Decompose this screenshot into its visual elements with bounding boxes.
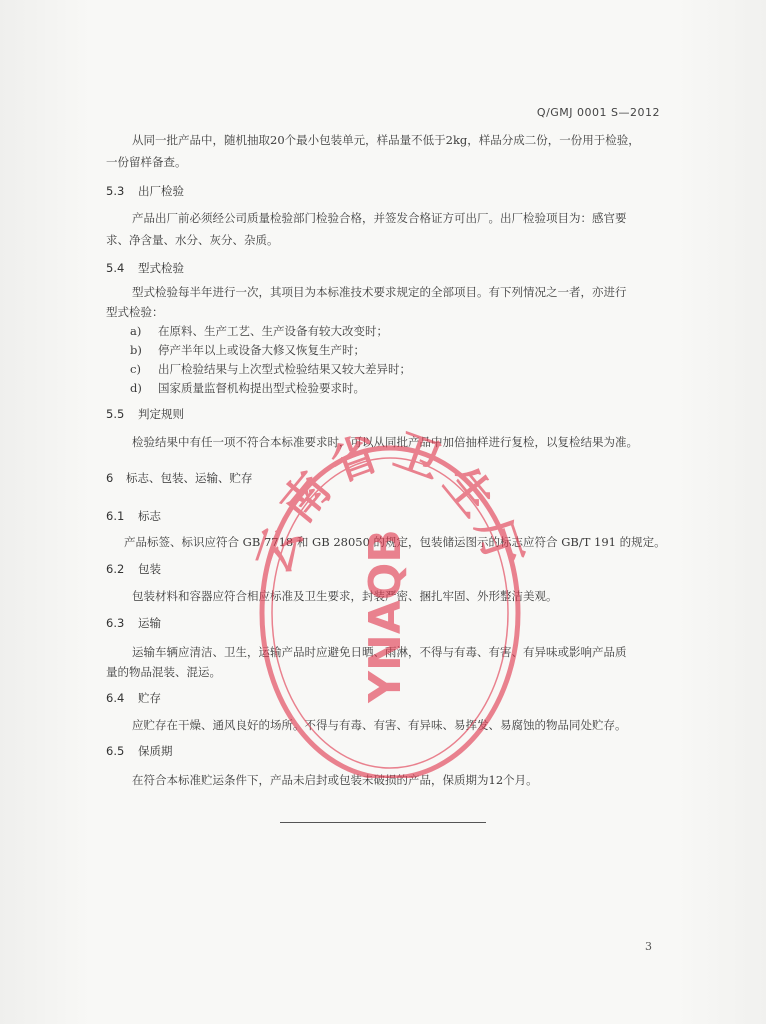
section-title: 出厂检验 [138,184,184,198]
section-title: 保质期 [138,744,173,758]
section-6-3-heading [106,615,161,631]
section-number: 6.4 [106,691,125,705]
section-6-5-heading [106,743,173,759]
section-title: 判定规则 [138,407,184,421]
section-title: 贮存 [138,691,161,705]
section-5-5-para: 检验结果中有任一项不符合本标准要求时，可以从同批产品中加倍抽样进行复检，以复检结果为准。 [132,435,638,449]
section-title: 标志、包装、运输、贮存 [126,471,253,485]
list-item-text: 出厂检验结果与上次型式检验结果又较大差异时； [158,362,411,376]
section-6-1-heading [106,508,161,524]
standard-number: Q/GMJ 0001 S—2012 [536,106,660,119]
section-number: 6 [106,471,114,485]
section-6-heading [106,470,253,486]
list-item [130,361,411,377]
page-number: 3 [645,940,652,953]
section-5-4-heading [106,260,184,276]
list-item-text: 停产半年以上或设备大修又恢复生产时； [158,343,365,357]
section-6-2-heading [106,561,161,577]
section-title: 包装 [138,562,161,576]
svg-text:云南省卫生厅: 云南省卫生厅 [245,423,535,581]
svg-text:YNAQB: YNAQB [360,529,411,703]
section-title: 标志 [138,509,161,523]
list-item [130,380,365,396]
section-6-1-para: 产品标签、标识应符合 GB 7718 和 GB 28050 的规定，包装储运图示的标志应符合 GB/T 191 的规定。 [124,535,666,549]
list-item-label: b) [130,343,142,357]
section-6-2-para: 包装材料和容器应符合相应标准及卫生要求，封装严密、捆扎牢固、外形整洁美观。 [132,589,558,603]
section-number: 6.3 [106,616,125,630]
section-6-4-heading [106,690,161,706]
section-5-3-para-line-1: 产品出厂前必须经公司质量检验部门检验合格，并签发合格证方可出厂。出厂检验项目为：感官要 [132,211,627,225]
section-5-4-para-line-1: 型式检验每半年进行一次，其项目为本标准技术要求规定的全部项目。有下列情况之一者，亦进行 [132,285,627,299]
section-6-5-para: 在符合本标准贮运条件下，产品未启封或包装未破损的产品，保质期为12个月。 [132,773,538,787]
list-item [130,342,365,358]
list-item-label: c) [130,362,141,376]
list-item-label: d) [130,381,142,395]
list-item [130,323,388,339]
section-5-4-para-line-2: 型式检验： [106,305,164,319]
end-rule [280,822,486,823]
section-5-3-heading [106,183,184,199]
section-6-3-para-line-1: 运输车辆应清洁、卫生，运输产品时应避免日晒、雨淋，不得与有毒、有害、有异味或影响产品质 [132,645,627,659]
section-5-3-para-line-2: 求、净含量、水分、灰分、杂质。 [106,233,279,247]
sampling-para-line-2: 一份留样备查。 [106,155,187,169]
section-number: 6.5 [106,744,125,758]
section-number: 5.5 [106,407,125,421]
section-6-4-para: 应贮存在干燥、通风良好的场所。不得与有毒、有害、有异味、易挥发、易腐蚀的物品同处贮存。 [132,718,627,732]
section-5-5-heading [106,406,184,422]
section-6-3-para-line-2: 量的物品混装、混运。 [106,665,221,679]
section-number: 5.3 [106,184,125,198]
section-title: 型式检验 [138,261,184,275]
sampling-para-line-1: 从同一批产品中，随机抽取20个最小包装单元，样品量不低于2kg，样品分成二份，一份用于检验， [132,133,640,147]
list-item-label: a) [130,324,142,338]
section-number: 5.4 [106,261,125,275]
section-title: 运输 [138,616,161,630]
list-item-text: 国家质量监督机构提出型式检验要求时。 [158,381,365,395]
section-number: 6.2 [106,562,125,576]
section-number: 6.1 [106,509,125,523]
list-item-text: 在原料、生产工艺、生产设备有较大改变时； [158,324,388,338]
